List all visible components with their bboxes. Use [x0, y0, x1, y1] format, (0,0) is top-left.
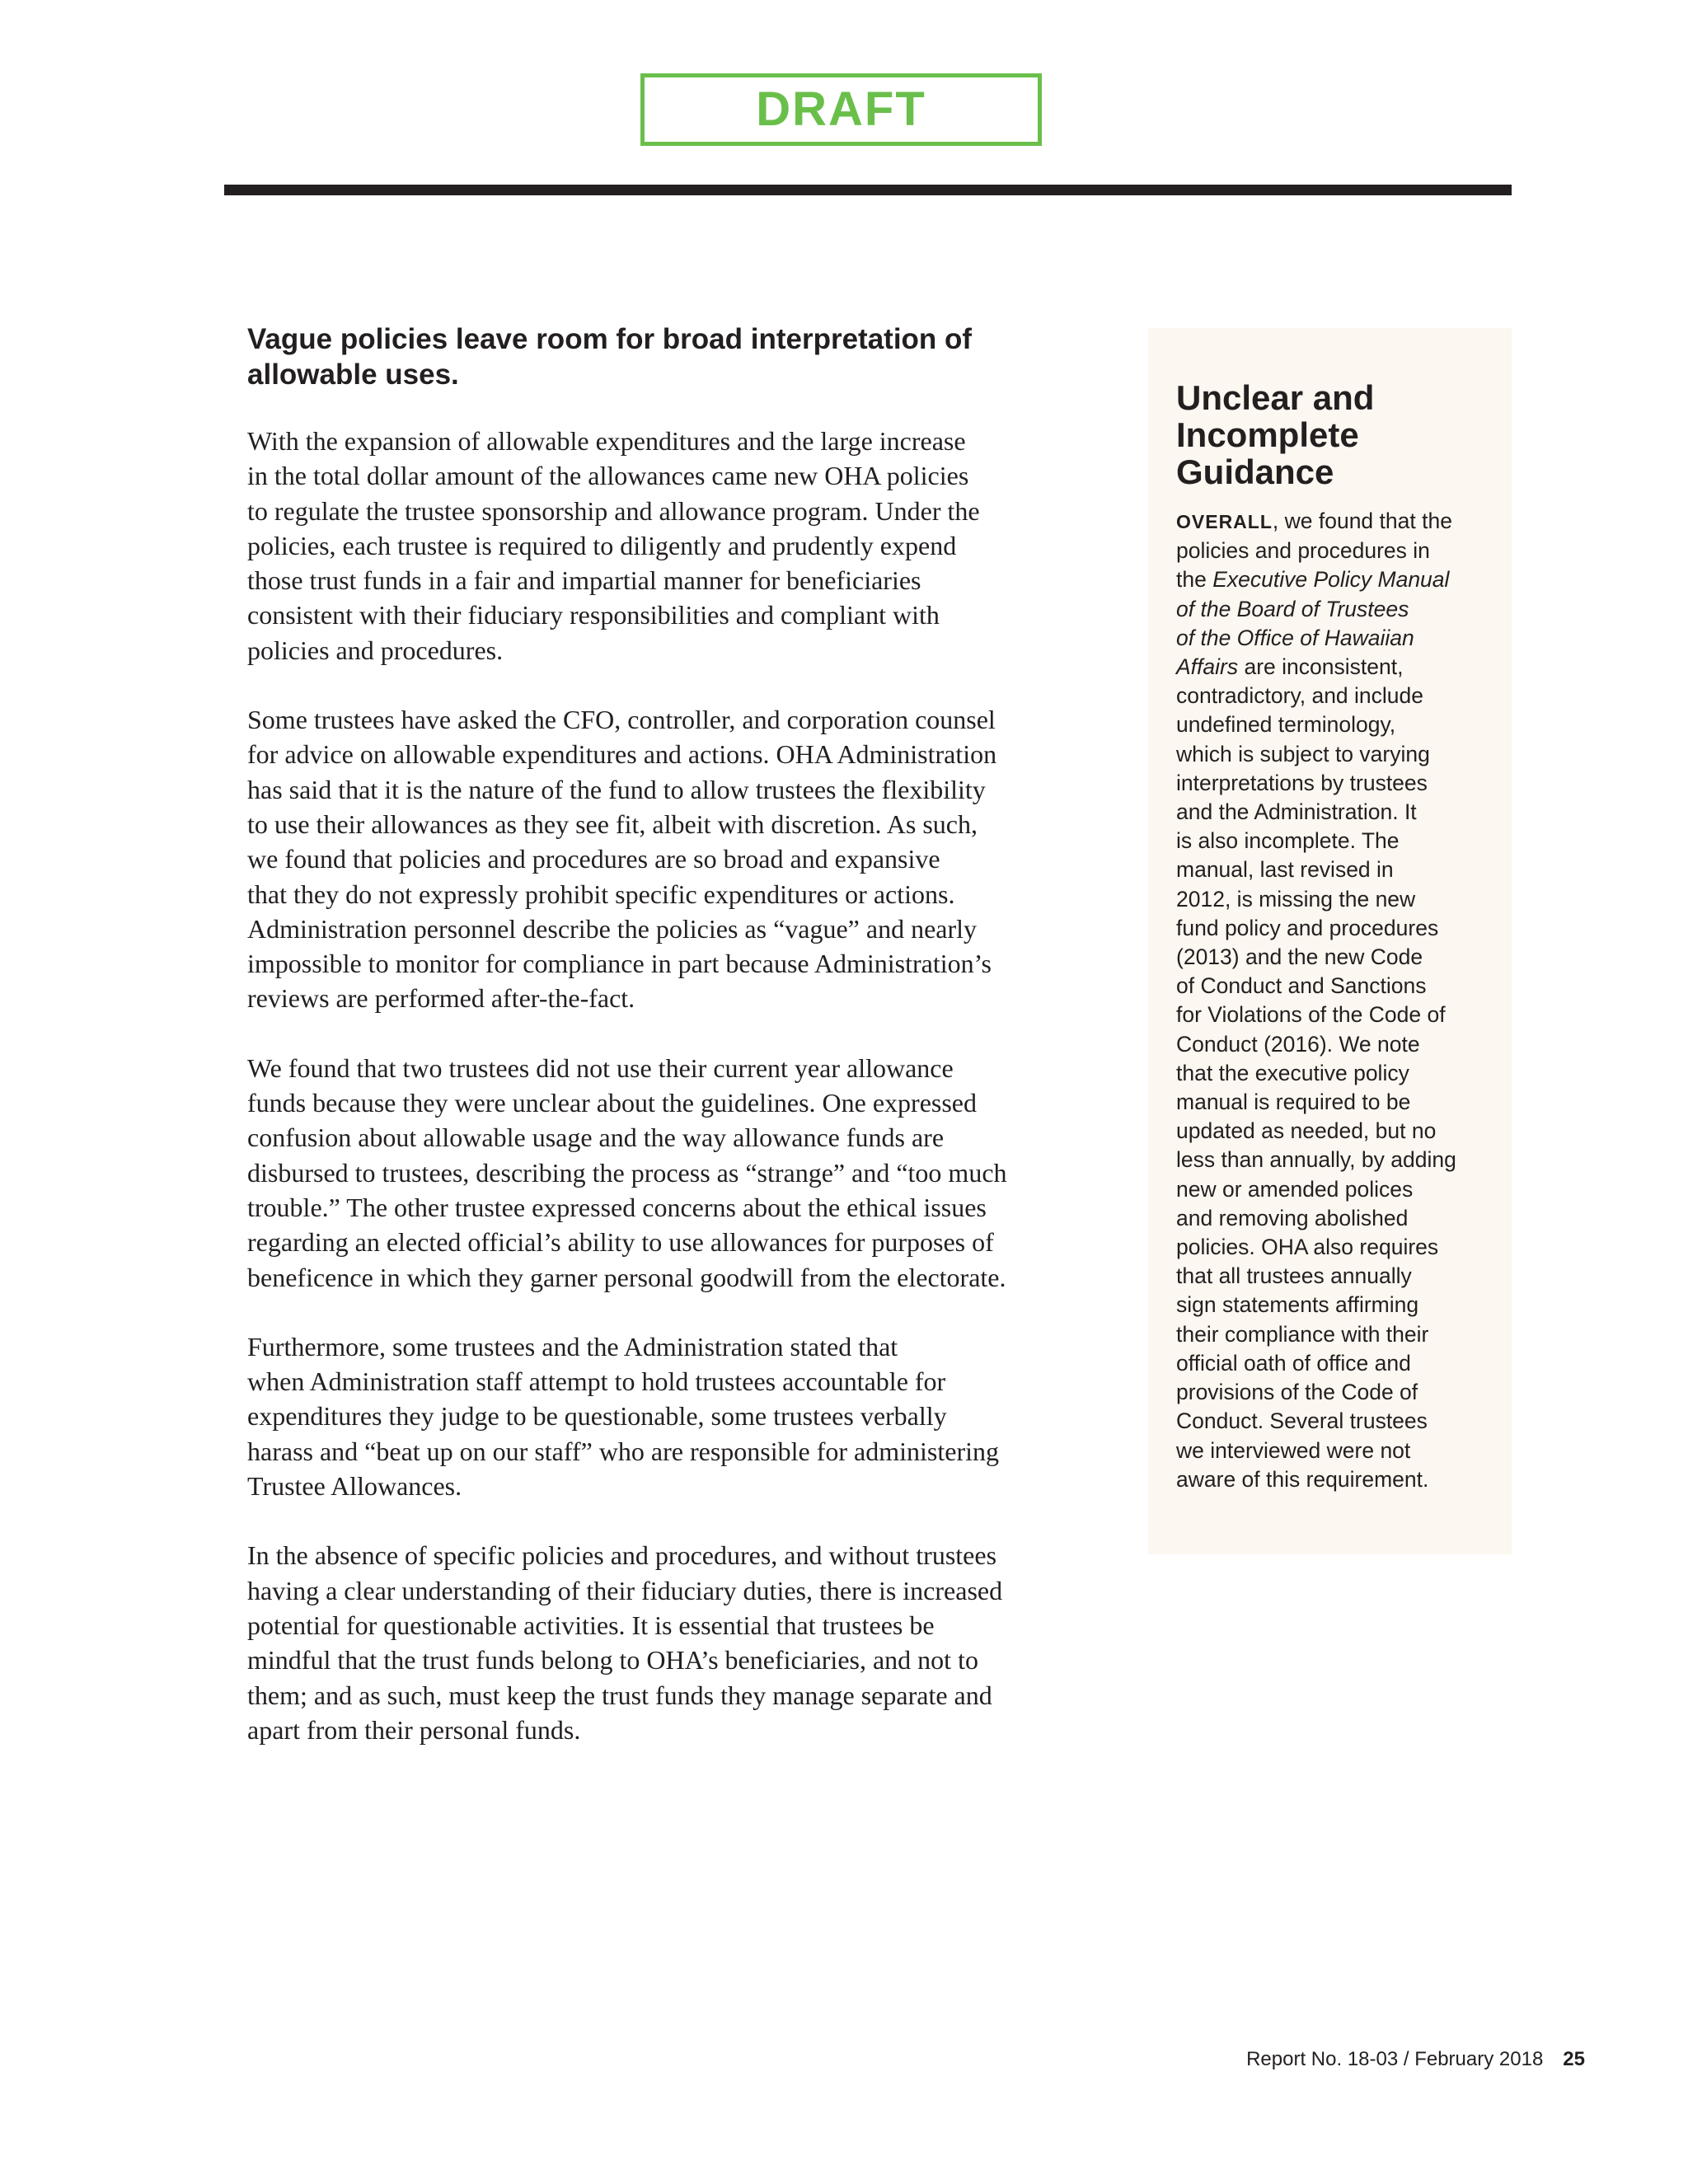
- sidebar-line: and removing abolished: [1176, 1205, 1409, 1230]
- sidebar-line: (2013) and the new Code: [1176, 944, 1423, 970]
- paragraph: [247, 702, 1104, 1016]
- sidebar-line: for Violations of the Code of: [1176, 1002, 1446, 1028]
- sidebar-line: 2012, is missing the new: [1176, 886, 1416, 912]
- paragraph: [247, 1329, 1104, 1503]
- header-rule: [224, 185, 1512, 195]
- sidebar-title-line: Guidance: [1176, 452, 1334, 491]
- sidebar-line: sign statements affirming: [1176, 1292, 1419, 1318]
- sidebar-line: aware of this requirement.: [1176, 1466, 1429, 1492]
- paragraph-line: we found that policies and procedures are so broad and expansive: [247, 844, 940, 874]
- sidebar-line: interpretations by trustees: [1176, 770, 1428, 795]
- paragraph-line: has said that it is the nature of the fund to allow trustees the flexibility: [247, 774, 986, 804]
- sidebar-line: the Executive Policy Manual: [1176, 567, 1450, 593]
- sidebar-title-line: Unclear and: [1176, 378, 1375, 417]
- paragraph-line: those trust funds in a fair and impartial manner for beneficiaries: [247, 565, 921, 596]
- paragraph-line: trouble.” The other trustee expressed concerns about the ethical issues: [247, 1192, 987, 1222]
- main-column: [247, 321, 1104, 1782]
- paragraph-line: reviews are performed after-the-fact.: [247, 983, 635, 1014]
- sidebar-line: undefined terminology,: [1176, 712, 1396, 738]
- paragraph: [247, 1538, 1104, 1747]
- sidebar-line: that all trustees annually: [1176, 1263, 1412, 1289]
- sidebar-line: new or amended polices: [1176, 1176, 1414, 1202]
- paragraph-line: potential for questionable activities. It is essential that trustees be: [247, 1610, 935, 1640]
- sidebar-first-line: [1176, 507, 1495, 537]
- sidebar-box: [1148, 328, 1512, 1554]
- paragraph-line: to use their allowances as they see fit, albeit with discretion. As such,: [247, 808, 978, 839]
- sidebar-line: fund policy and procedures: [1176, 915, 1439, 940]
- sidebar-line: less than annually, by adding: [1176, 1147, 1456, 1173]
- sidebar-line: of the Office of Hawaiian: [1176, 625, 1414, 650]
- sidebar-text: [1176, 507, 1495, 1494]
- paragraph-line: harass and “beat up on our staff” who are responsible for administering: [247, 1436, 1000, 1466]
- paragraph-line: Administration personnel describe the policies as “vague” and nearly: [247, 913, 978, 944]
- paragraph-line: that they do not expressly prohibit specific expenditures or actions.: [247, 879, 955, 909]
- paragraph-line: expenditures they judge to be questionable, some trustees verbally: [247, 1401, 947, 1432]
- sidebar-line: of the Board of Trustees: [1176, 596, 1409, 621]
- paragraph-line: With the expansion of allowable expenditures and the large increase: [247, 426, 966, 456]
- paragraph-line: consistent with their fiduciary responsibilities and compliant with: [247, 600, 940, 630]
- paragraph-line: them; and as such, must keep the trust funds they manage separate and: [247, 1680, 992, 1710]
- sidebar-line: Affairs are inconsistent,: [1176, 654, 1404, 680]
- sidebar-title: [1176, 379, 1495, 490]
- sidebar-lead: OVERALL: [1176, 511, 1273, 532]
- paragraph-line: mindful that the trust funds belong to OHA’s beneficiaries, and not to: [247, 1645, 978, 1675]
- draft-label: DRAFT: [756, 82, 926, 136]
- sidebar-line: contradictory, and include: [1176, 683, 1424, 709]
- sidebar-line: manual is required to be: [1176, 1090, 1411, 1115]
- sidebar-line: Conduct. Several trustees: [1176, 1408, 1428, 1434]
- sidebar-line: official oath of office and: [1176, 1350, 1411, 1376]
- report-number: Report No. 18-03 / February 2018: [1246, 2048, 1544, 2070]
- paragraph-line: Trustee Allowances.: [247, 1471, 462, 1502]
- draft-stamp: [640, 73, 1042, 146]
- page-footer: [1246, 2048, 1585, 2071]
- paragraph-line: impossible to monitor for compliance in part because Administration’s: [247, 949, 992, 979]
- sidebar-line: that the executive policy: [1176, 1060, 1409, 1085]
- sidebar-line: updated as needed, but no: [1176, 1118, 1437, 1144]
- paragraph-line: policies and procedures.: [247, 635, 504, 665]
- paragraph-line: In the absence of specific policies and procedures, and without trustees: [247, 1540, 997, 1571]
- paragraph-line: confusion about allowable usage and the way allowance funds are: [247, 1122, 945, 1153]
- page-number: 25: [1563, 2048, 1585, 2070]
- sidebar-line: policies and procedures in: [1176, 538, 1430, 564]
- paragraph-line: policies, each trustee is required to diligently and prudently expend: [247, 530, 957, 560]
- sidebar-first-line-rest: , we found that the: [1272, 509, 1452, 533]
- paragraph-line: to regulate the trustee sponsorship and allowance program. Under the: [247, 495, 980, 526]
- paragraph-line: regarding an elected official’s ability to use allowances for purposes of: [247, 1227, 994, 1258]
- sidebar-line: which is subject to varying: [1176, 741, 1430, 766]
- paragraph-line: when Administration staff attempt to hold trustees accountable for: [247, 1366, 946, 1397]
- paragraph-line: disbursed to trustees, describing the process as “strange” and “too much: [247, 1157, 1007, 1188]
- sidebar-line: manual, last revised in: [1176, 857, 1394, 883]
- paragraph: [247, 424, 1104, 668]
- sidebar-line: Conduct (2016). We note: [1176, 1031, 1420, 1057]
- sidebar-title-line: Incomplete: [1176, 415, 1359, 454]
- section-heading: Vague policies leave room for broad interpretation of allowable uses.: [247, 323, 973, 391]
- paragraph-line: apart from their personal funds.: [247, 1714, 581, 1745]
- paragraph: [247, 1051, 1104, 1295]
- paragraph-line: for advice on allowable expenditures and actions. OHA Administration: [247, 739, 997, 770]
- body-text: [247, 424, 1104, 1747]
- sidebar-line: is also incomplete. The: [1176, 828, 1400, 854]
- sidebar-line: their compliance with their: [1176, 1321, 1429, 1347]
- paragraph-line: funds because they were unclear about the guidelines. One expressed: [247, 1088, 977, 1118]
- sidebar-line: and the Administration. It: [1176, 799, 1417, 825]
- paragraph-line: beneficence in which they garner personal goodwill from the electorate.: [247, 1262, 1006, 1292]
- paragraph-line: having a clear understanding of their fiduciary duties, there is increased: [247, 1575, 1003, 1605]
- sidebar-line: of Conduct and Sanctions: [1176, 973, 1427, 999]
- sidebar-line: provisions of the Code of: [1176, 1380, 1418, 1405]
- sidebar-line: we interviewed were not: [1176, 1437, 1411, 1463]
- sidebar-line: policies. OHA also requires: [1176, 1235, 1439, 1260]
- paragraph-line: Furthermore, some trustees and the Administration stated that: [247, 1331, 898, 1361]
- paragraph-line: in the total dollar amount of the allowances came new OHA policies: [247, 461, 969, 491]
- paragraph-line: We found that two trustees did not use their current year allowance: [247, 1052, 954, 1083]
- paragraph-line: Some trustees have asked the CFO, controller, and corporation counsel: [247, 705, 996, 735]
